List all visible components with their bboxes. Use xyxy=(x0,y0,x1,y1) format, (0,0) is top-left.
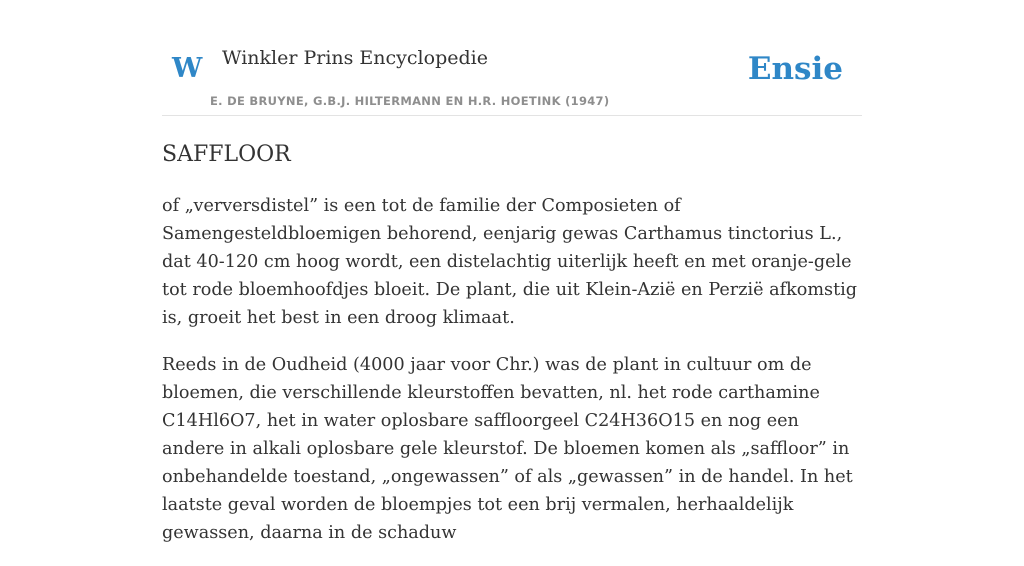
authors-credit: E. DE BRUYNE, G.B.J. HILTERMANN EN H.R. HOETINK (1947) xyxy=(210,94,610,108)
article-body xyxy=(162,192,864,566)
article-paragraph-1: of „verversdistel” is een tot de familie der Composieten of Samengesteldbloemigen behorend, eenjarig gewas Carthamus tinctorius L., dat 40-120 cm hoog wordt, een distelachtig uiterlijk heeft en met oranje-gele tot rode bloemhoofdjes bloeit. De plant, die uit Klein-Azië en Perzië afkomstig is, groeit het best in een droog klimaat. xyxy=(162,196,858,328)
logo-w[interactable]: W xyxy=(172,53,203,84)
article-title: SAFFLOOR xyxy=(162,142,291,167)
article-paragraph-2: Reeds in de Oudheid (4000 jaar voor Chr.) was de plant in cultuur om de bloemen, die verschillende kleurstoffen bevatten, nl. het rode carthamine C14Hl6O7, het in water oplosbare saffloorgeel C24H36O15 en nog een andere in alkali oplosbare gele kleurstof. De bloemen komen als „saffloor” in onbehandelde toestand, „ongewassen” of als „gewassen” in de handel. In het laatste geval worden de bloempjes tot een brij vermalen, herhaaldelijk gewassen, daarna in de schaduw xyxy=(162,355,853,543)
ensie-logo[interactable]: Ensie xyxy=(747,51,843,87)
site-header xyxy=(162,40,862,116)
site-title[interactable]: Winkler Prins Encyclopedie xyxy=(222,47,488,69)
